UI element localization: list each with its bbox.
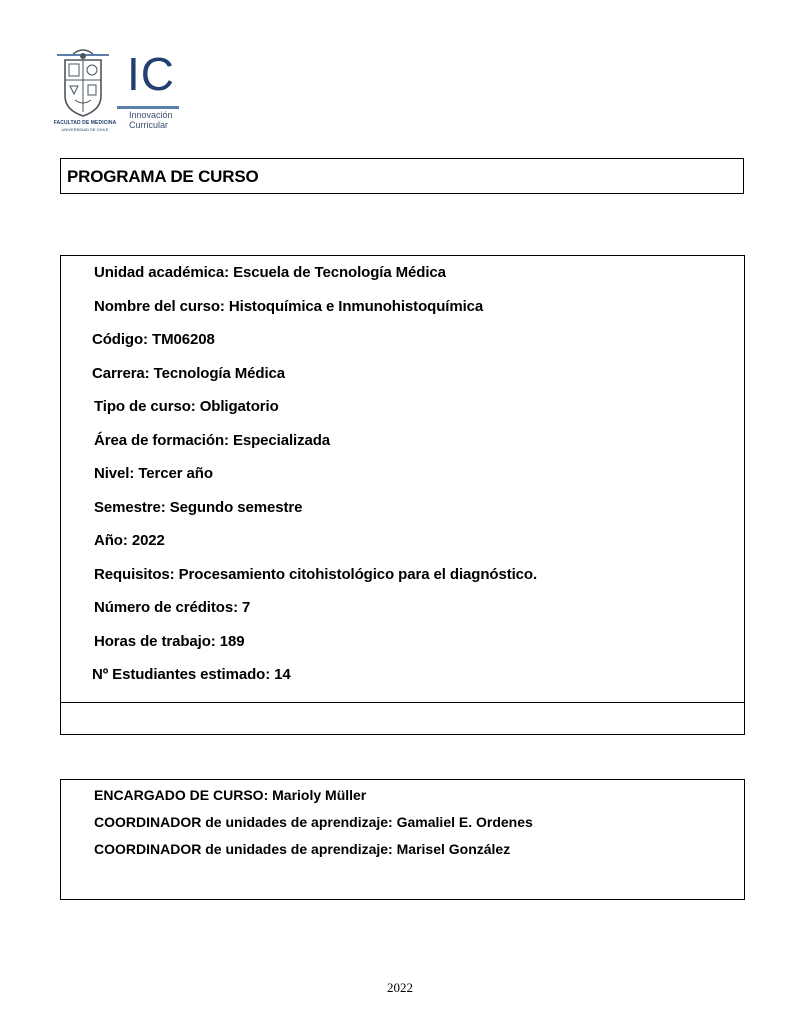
title-box [60,158,744,194]
innovacion-curricular-logo [117,48,187,138]
info-area: Área de formación: Especializada [94,432,331,449]
info-carrera: Carrera: Tecnología Médica [92,365,286,382]
staff-name: Marisel González [396,841,511,857]
info-unidad: Unidad académica: Escuela de Tecnología Médica [94,264,446,281]
info-nombre: Nombre del curso: Histoquímica e Inmunohistoquímica [94,298,484,315]
staff-name: Gamaliel E. Ordenes [396,814,533,830]
page-title: PROGRAMA DE CURSO [67,167,259,186]
info-ano: Año: 2022 [94,532,165,549]
staff-coordinador-2 [94,841,510,857]
info-tipo: Tipo de curso: Obligatorio [94,398,279,415]
ic-mark: IC [127,48,175,100]
staff-role: de unidades de aprendizaje: [205,814,393,830]
info-divider [61,702,744,703]
course-info-box [60,255,745,735]
seal-caption: FACULTAD DE MEDICINA [53,120,117,126]
staff-box [60,779,745,900]
ic-subtitle-line1: Innovación [129,110,173,120]
info-requisitos: Requisitos: Procesamiento citohistológico para el diagnóstico. [94,566,538,583]
shield-icon [55,48,111,120]
staff-role: de unidades de aprendizaje: [205,841,393,857]
logo-divider-bar [117,106,179,109]
staff-coordinador-1 [94,814,533,830]
staff-encargado [94,787,366,803]
info-codigo: Código: TM06208 [92,331,215,348]
staff-name: Marioly Müller [272,787,367,803]
info-creditos: Número de créditos: 7 [94,599,251,616]
staff-label: COORDINADOR [94,814,202,830]
staff-label: COORDINADOR [94,841,202,857]
info-nivel: Nivel: Tercer año [94,465,213,482]
info-estudiantes: Nº Estudiantes estimado: 14 [92,666,291,683]
info-semestre: Semestre: Segundo semestre [94,499,303,516]
ic-subtitle-line2: Curricular [129,120,169,130]
info-horas: Horas de trabajo: 189 [94,633,245,650]
faculty-seal-logo [53,48,117,138]
footer-year: 2022 [387,980,413,995]
staff-label: ENCARGADO DE CURSO: [94,787,269,803]
header-logos [55,48,185,140]
seal-subcaption: UNIVERSIDAD DE CHILE [61,127,109,132]
ic-subtitle [129,110,173,130]
